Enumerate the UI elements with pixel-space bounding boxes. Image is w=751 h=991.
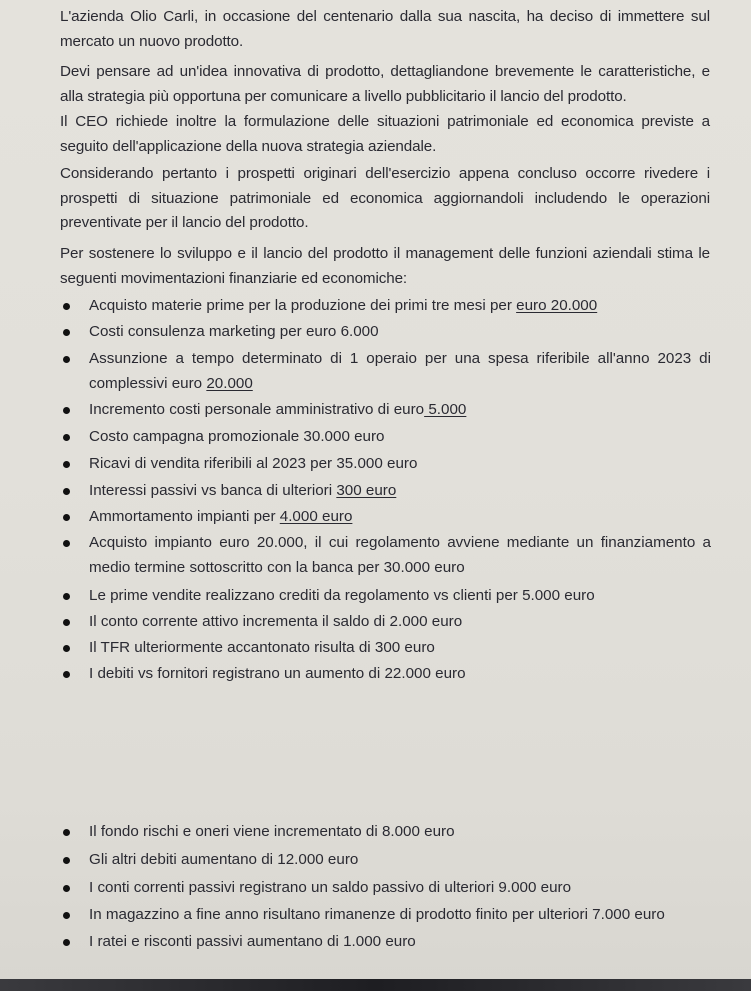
list-item: Ricavi di vendita riferibili al 2023 per 35.000 euro [89,452,711,477]
list-item: In magazzino a fine anno risultano rimanenze di prodotto finito per ulteriori 7.000 euro [89,903,711,928]
list-item: Acquisto impianto euro 20.000, il cui regolamento avviene mediante un finanziamento a medio termine sottoscritto con la banca per 30.000 euro [89,531,711,580]
list-item: I debiti vs fornitori registrano un aumento di 22.000 euro [89,662,711,687]
list-item: Acquisto materie prime per la produzione dei primi tre mesi per euro 20.000 [89,294,711,319]
list-item: Assunzione a tempo determinato di 1 operaio per una spesa riferibile all'anno 2023 di complessivi euro 20.000 [89,347,711,396]
list-item: Ammortamento impianti per 4.000 euro [89,505,711,530]
list-item: Il conto corrente attivo incrementa il saldo di 2.000 euro [89,610,711,635]
list-item: Costo campagna promozionale 30.000 euro [89,425,711,450]
list-item: Interessi passivi vs banca di ulteriori 300 euro [89,479,711,504]
list-item: Le prime vendite realizzano crediti da regolamento vs clienti per 5.000 euro [89,584,711,609]
management-paragraph: Per sostenere lo sviluppo e il lancio del prodotto il management delle funzioni aziendali stima le seguenti movimentazioni finanziarie ed economiche: [60,245,710,287]
list-item: I ratei e risconti passivi aumentano di 1.000 euro [89,930,711,955]
screen-bottom-edge [0,979,751,991]
list-item: Incremento costi personale amministrativo di euro 5.000 [89,398,711,423]
list-item: Il TFR ulteriormente accantonato risulta di 300 euro [89,636,711,661]
list-item: Il fondo rischi e oneri viene incrementato di 8.000 euro [89,820,711,845]
list-item: Costi consulenza marketing per euro 6.000 [89,320,711,345]
prospects-paragraph: Considerando pertanto i prospetti originari dell'esercizio appena concluso occorre rivedere i prospetti di situazione patrimoniale ed economica aggiornandoli includendo le operazioni preventivate per il lancio del prodotto. [60,165,710,231]
ceo-paragraph: Il CEO richiede inoltre la formulazione delle situazioni patrimoniale ed economica previste a seguito dell'applicazione della nuova strategia aziendale. [60,113,710,155]
intro-paragraph: L'azienda Olio Carli, in occasione del centenario dalla sua nascita, ha deciso di immettere sul mercato un nuovo prodotto. [60,8,710,50]
list-item: I conti correnti passivi registrano un saldo passivo di ulteriori 9.000 euro [89,876,711,901]
task-paragraph: Devi pensare ad un'idea innovativa di prodotto, dettagliandone brevemente le caratteristiche, e alla strategia più opportuna per comunicare a livello pubblicitario il lancio del prodotto. [60,63,710,105]
list-item: Gli altri debiti aumentano di 12.000 euro [89,848,711,873]
